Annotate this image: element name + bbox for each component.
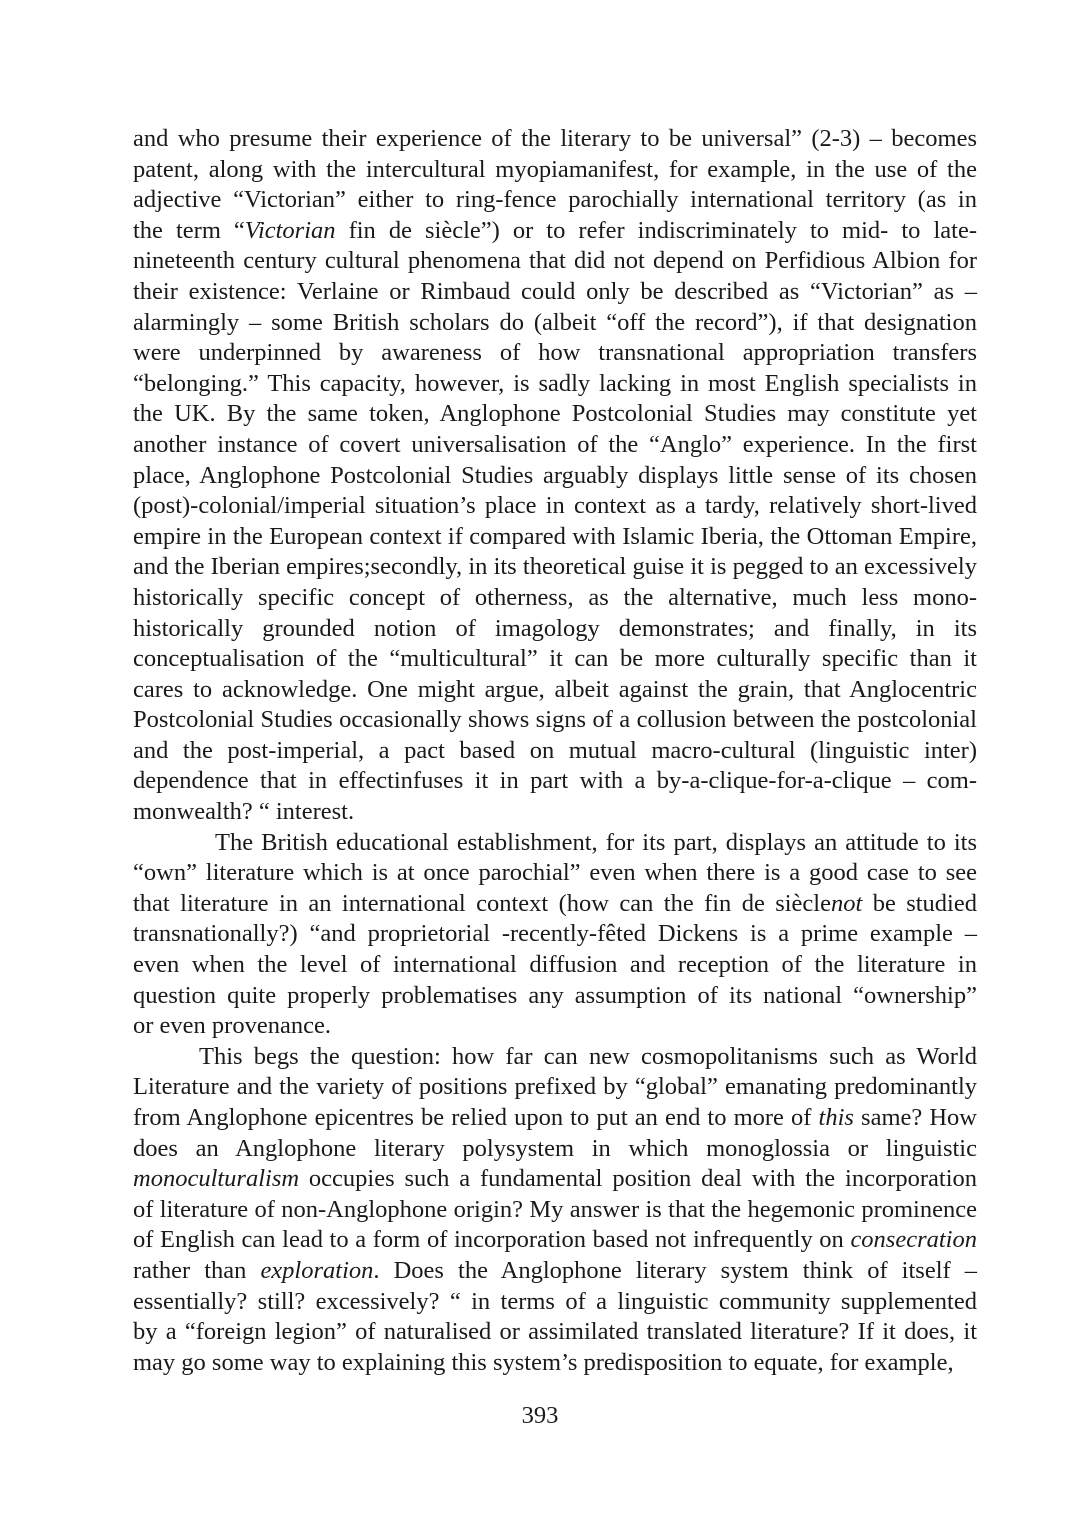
- text-segment: nineteenth century cultural phenomena that did not depend on Perfidious Albion for: [133, 247, 977, 275]
- text-segment: essentially? still? excessively? “ in terms of a linguistic community supplemented: [133, 1287, 977, 1315]
- text-segment: be studied: [862, 889, 977, 917]
- text-line: [133, 522, 977, 553]
- text-segment: cares to acknowledge. One might argue, albeit against the grain, that Anglocentric: [133, 675, 977, 703]
- text-segment: empire in the European context if compared with Islamic Iberia, the Ottoman Empire,: [133, 522, 977, 550]
- text-line: [133, 277, 977, 308]
- text-line: [133, 583, 977, 614]
- text-segment: and the post-imperial, a pact based on mutual macro-cultural (linguistic inter): [133, 736, 977, 764]
- text-line: [133, 675, 977, 706]
- text-segment: conceptualisation of the “multicultural” it can be more culturally specific than it: [133, 645, 977, 673]
- text-line: [133, 858, 977, 889]
- text-segment: their existence: Verlaine or Rimbaud could only be described as “Victorian” as –: [133, 277, 977, 305]
- italic-text: monoculturalism: [133, 1165, 300, 1193]
- text-segment: Literature and the variety of positions prefixed by “global” emanating predominantly: [133, 1073, 977, 1101]
- text-line: [133, 766, 977, 797]
- text-segment: and the Iberian empires;secondly, in its theoretical guise it is pegged to an excessively: [133, 553, 977, 581]
- text-segment: alarmingly – some British scholars do (albeit “off the record”), if that designation: [133, 308, 977, 336]
- text-line: [133, 185, 977, 216]
- text-segment: “own” literature which is at once parochial” even when there is a good case to see: [133, 859, 977, 887]
- text-segment: occupies such a fundamental position deal with the incorporation: [299, 1165, 977, 1193]
- text-segment: place, Anglophone Postcolonial Studies arguably displays little sense of its chosen: [133, 461, 977, 489]
- italic-text: not: [830, 889, 863, 917]
- page-number: 393: [521, 1402, 559, 1429]
- text-line: [133, 889, 977, 920]
- text-segment: were underpinned by awareness of how transnational appropriation transfers: [133, 339, 977, 367]
- text-segment: by a “foreign legion” of naturalised or assimilated translated literature? If it does, it: [133, 1318, 977, 1346]
- text-line: [133, 216, 977, 247]
- text-segment: another instance of covert universalisation of the “Anglo” experience. In the first: [133, 430, 977, 458]
- text-line: [133, 552, 977, 583]
- text-segment: does an Anglophone literary polysystem in which monoglossia or linguistic: [133, 1134, 977, 1162]
- text-line: [133, 919, 977, 950]
- text-segment: even when the level of international diffusion and reception of the literature in: [133, 951, 977, 979]
- text-segment: adjective “Victorian” either to ring-fence parochially international territory (as in: [133, 186, 977, 214]
- text-line: [133, 369, 977, 400]
- text-line: [133, 1042, 977, 1073]
- text-line: [133, 1103, 977, 1134]
- text-line: [133, 491, 977, 522]
- text-line: [133, 644, 977, 675]
- text-segment: of literature of non-Anglophone origin? My answer is that the hegemonic prominence: [133, 1195, 977, 1223]
- text-segment: (post)-colonial/imperial situation’s place in context as a tardy, relatively short-lived: [133, 492, 977, 520]
- text-segment: the UK. By the same token, Anglophone Postcolonial Studies may constitute yet: [133, 400, 977, 428]
- text-segment: rather than: [133, 1256, 261, 1284]
- text-line: [133, 1134, 977, 1165]
- text-segment: same? How: [853, 1104, 977, 1131]
- text-line: [133, 828, 977, 859]
- text-line: [133, 1317, 977, 1348]
- text-segment: transnationally?) “and proprietorial -recently-fêted Dickens is a prime example –: [133, 920, 977, 948]
- text-segment: the term “: [133, 216, 245, 244]
- paragraph-2: [133, 828, 977, 1042]
- text-segment: and who presume their experience of the literary to be universal” (2-3) – becomes: [133, 125, 977, 152]
- text-line: [133, 1072, 977, 1103]
- text-segment: This begs the question: how far can new cosmopolitanisms such as World: [199, 1042, 977, 1070]
- text-line: [133, 1287, 977, 1318]
- text-line: [133, 736, 977, 767]
- text-segment: that literature in an international context (how can the fin de siècle: [133, 889, 831, 917]
- text-segment: question quite properly problematises any assumption of its national “ownership”: [133, 981, 977, 1009]
- text-line: [133, 950, 977, 981]
- text-segment: monwealth? “ interest.: [133, 798, 355, 826]
- text-segment: may go some way to explaining this system’s predisposition to equate, for example,: [133, 1348, 954, 1376]
- text-line: [133, 797, 977, 828]
- text-segment: historically specific concept of otherness, as the alternative, much less mono-: [133, 583, 977, 611]
- italic-text: consecration: [850, 1226, 977, 1254]
- text-segment: “belonging.” This capacity, however, is sadly lacking in most English specialists in: [133, 369, 977, 397]
- italic-text: Victorian: [244, 216, 336, 244]
- text-line: [133, 430, 977, 461]
- text-line: [133, 1225, 977, 1256]
- text-line: [133, 1348, 977, 1379]
- text-line: [133, 124, 977, 155]
- text-line: [133, 614, 977, 645]
- page-body: [133, 124, 977, 1378]
- text-line: [133, 981, 977, 1012]
- text-line: [133, 308, 977, 339]
- text-line: [133, 461, 977, 492]
- paragraph-3: [133, 1042, 977, 1379]
- text-line: [133, 1256, 977, 1287]
- text-line: [133, 1195, 977, 1226]
- italic-text: exploration: [260, 1256, 374, 1284]
- text-segment: Postcolonial Studies occasionally shows signs of a collusion between the postcolonial: [133, 706, 977, 734]
- text-line: [133, 1164, 977, 1195]
- text-segment: historically grounded notion of imagology demonstrates; and finally, in its: [133, 614, 977, 642]
- text-line: [133, 338, 977, 369]
- text-segment: of English can lead to a form of incorporation based not infrequently on: [133, 1226, 851, 1254]
- text-line: [133, 155, 977, 186]
- text-segment: patent, along with the intercultural myopiamanifest, for example, in the use of the: [133, 155, 977, 183]
- text-line: [133, 399, 977, 430]
- text-line: [133, 246, 977, 277]
- paragraph-1: [133, 124, 977, 828]
- text-segment: dependence that in effectinfuses it in part with a by-a-clique-for-a-clique – com-: [133, 767, 977, 795]
- text-segment: from Anglophone epicentres be relied upon to put an end to more of: [133, 1104, 819, 1131]
- text-segment: fin de siècle”) or to refer indiscriminately to mid- to late-: [335, 216, 977, 244]
- text-segment: or even provenance.: [133, 1012, 331, 1040]
- text-line: [133, 1011, 977, 1042]
- text-segment: The British educational establishment, for its part, displays an attitude to its: [215, 828, 977, 856]
- text-line: [133, 705, 977, 736]
- text-segment: . Does the Anglophone literary system think of itself –: [373, 1256, 977, 1284]
- italic-text: this: [818, 1104, 854, 1131]
